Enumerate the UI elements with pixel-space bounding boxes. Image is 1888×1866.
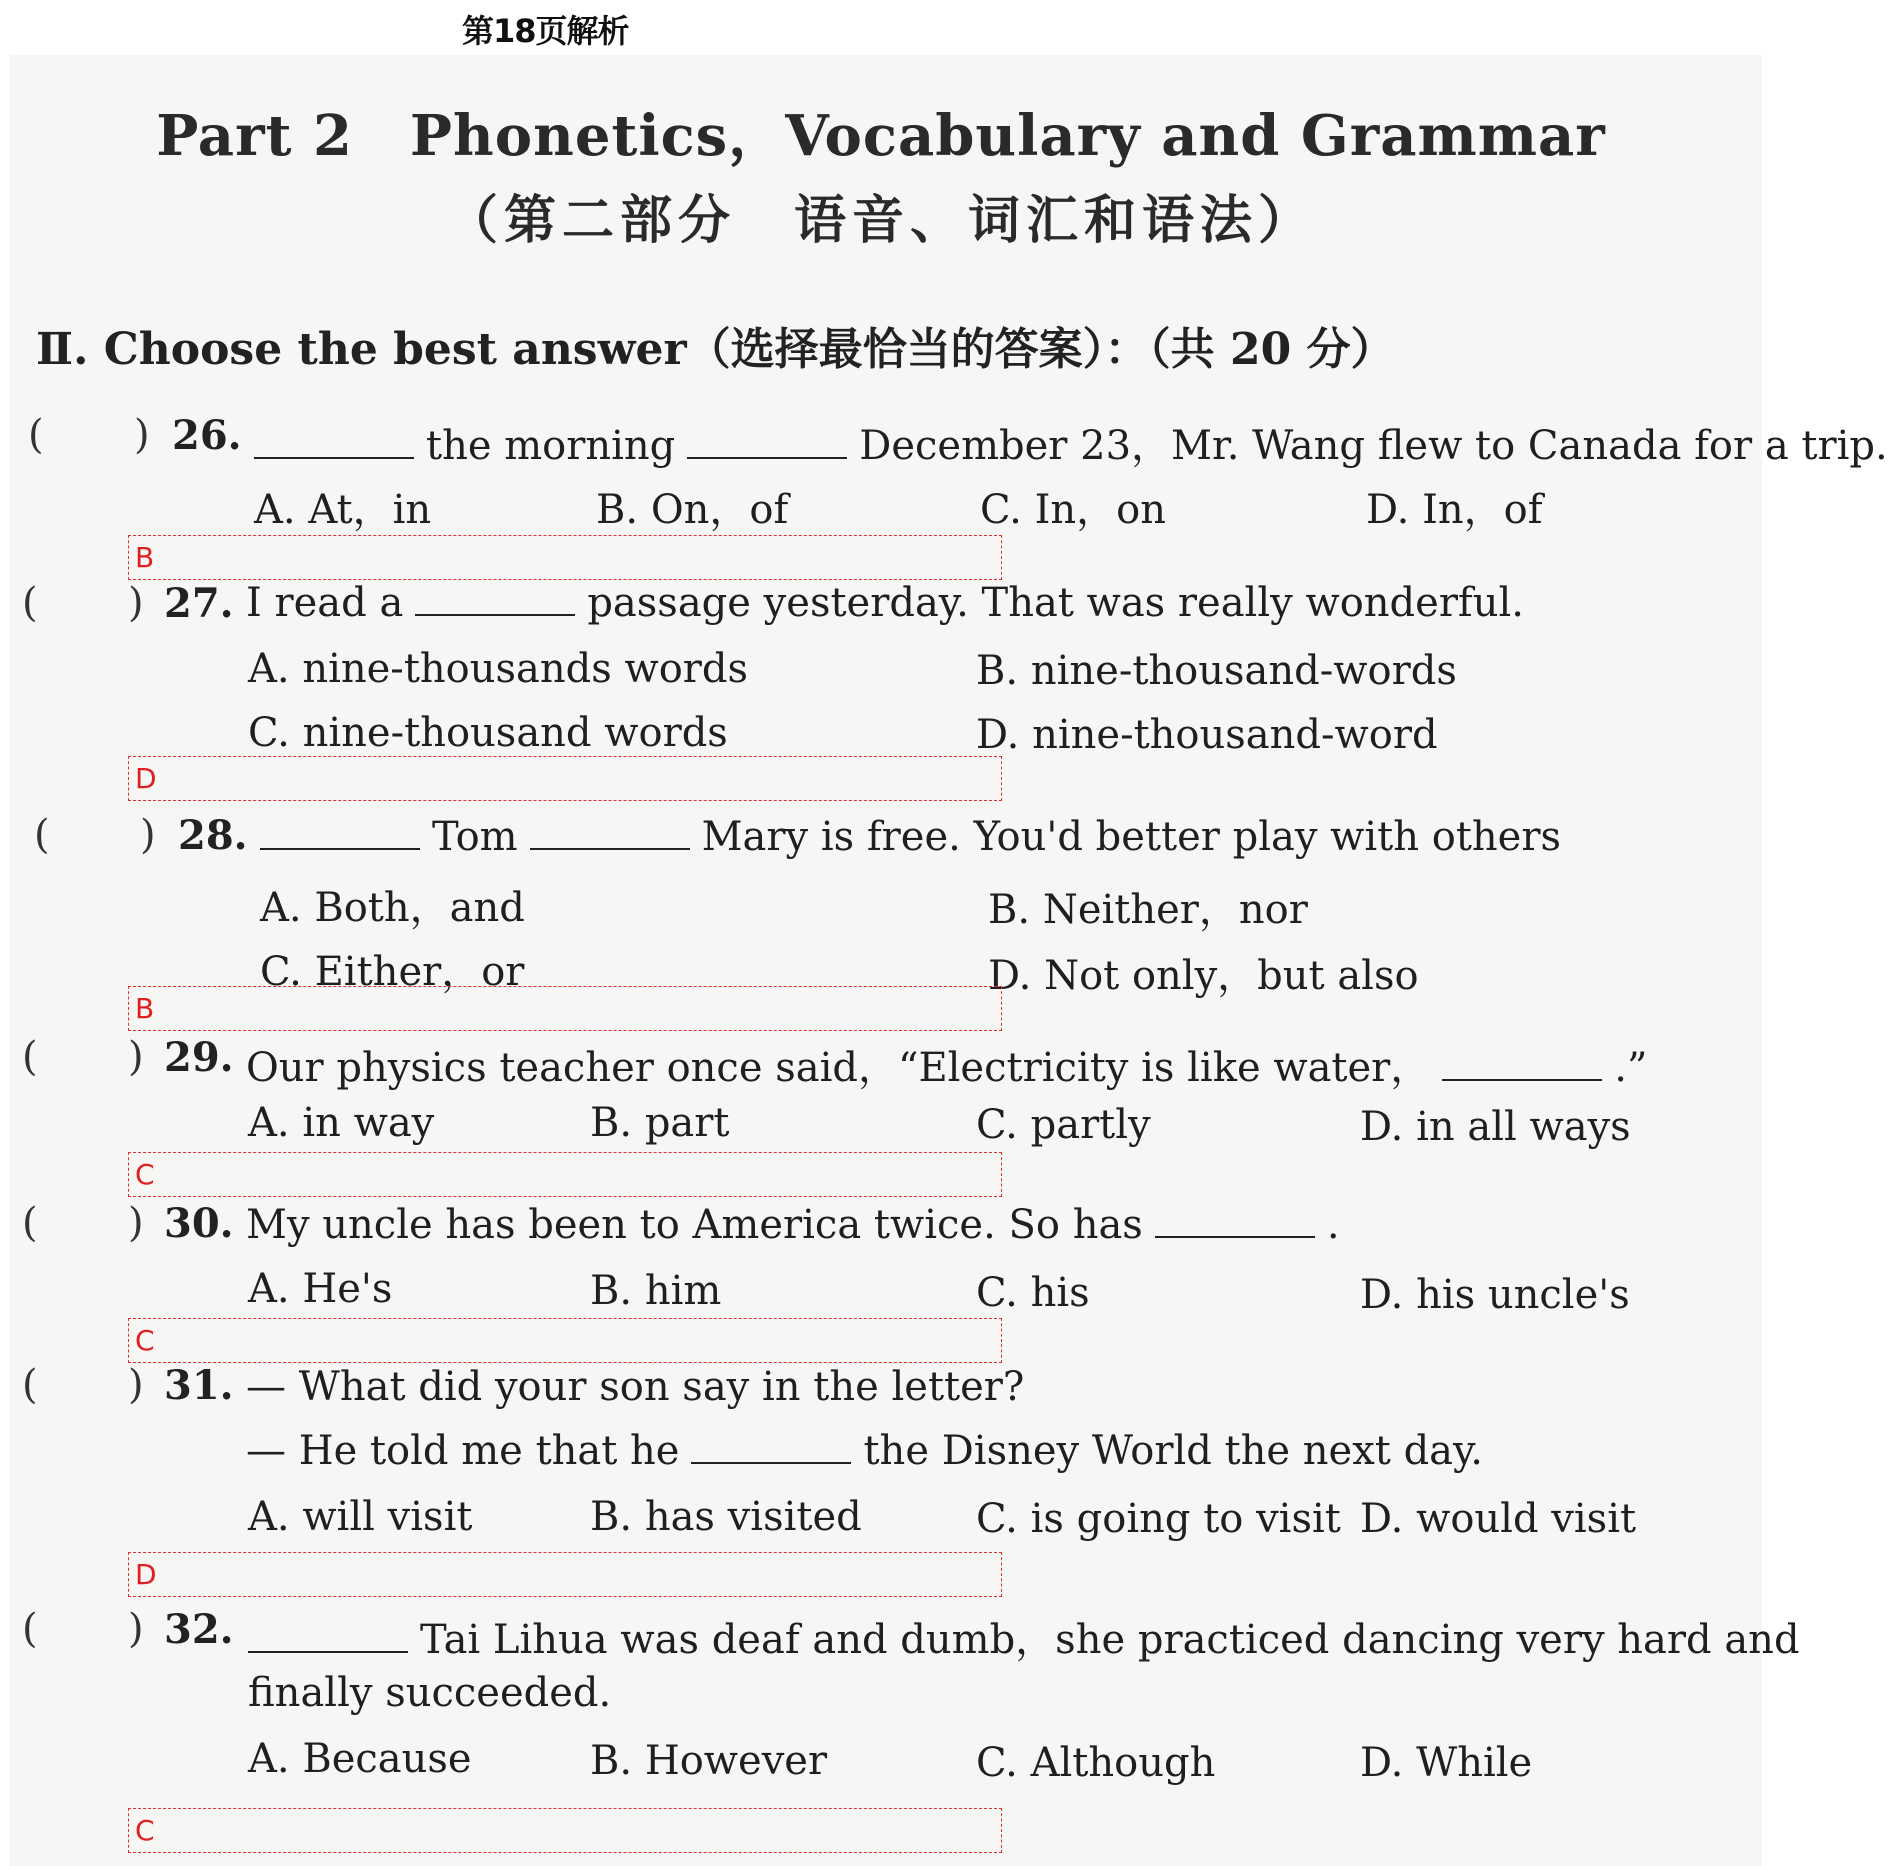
question-stem: Tom Mary is free. You'd better play with others: [248, 814, 1561, 860]
answer-paren: (: [22, 1362, 38, 1408]
option-d: D. nine-thousand-word: [976, 712, 1438, 758]
option-b: B. On，of: [596, 487, 789, 533]
answer-paren-close: ): [140, 812, 156, 858]
blank: [254, 423, 414, 459]
option-d: D. would visit: [1360, 1496, 1637, 1542]
section-heading: Ⅱ. Choose the best answer（选择最恰当的答案）：（共 20 分）: [36, 324, 1395, 375]
blank: [1155, 1202, 1315, 1238]
option-d: D. While: [1360, 1740, 1533, 1786]
answer-paren: (: [28, 412, 44, 458]
question-number: 31.: [164, 1362, 234, 1409]
answer-paren-close: ): [128, 580, 144, 626]
option-a: A. will visit: [248, 1494, 473, 1540]
question-stem: I read a passage yesterday. That was really wonderful.: [246, 580, 1525, 626]
answer-paren-close: ): [128, 1034, 144, 1080]
option-a: A. Because: [248, 1736, 472, 1782]
answer-box: C: [128, 1318, 1002, 1363]
part-subtitle: （第二部分 语音、词汇和语法）: [445, 191, 1316, 251]
answer-paren: (: [22, 1200, 38, 1246]
option-a: A. nine-thousands words: [248, 646, 749, 692]
answer-paren: (: [22, 1606, 38, 1652]
blank: [530, 814, 690, 850]
blank: [248, 1617, 408, 1653]
option-c: C. his: [976, 1270, 1090, 1316]
answer-box: D: [128, 1552, 1002, 1597]
answer-paren: (: [34, 812, 50, 858]
answer-box: B: [128, 986, 1002, 1031]
option-a: A. At，in: [254, 487, 432, 533]
blank: [687, 423, 847, 459]
option-d: D. in all ways: [1360, 1104, 1631, 1150]
option-a: A. Both，and: [260, 885, 525, 931]
option-b: B. nine-thousand-words: [976, 648, 1457, 694]
option-c: C. is going to visit: [976, 1496, 1341, 1542]
question-stem: Tai Lihua was deaf and dumb，she practiced dancing very hard and: [236, 1608, 1800, 1665]
blank: [1442, 1045, 1602, 1081]
blank: [415, 580, 575, 616]
answer-paren: (: [22, 580, 38, 626]
question-number: 27.: [164, 580, 234, 627]
option-b: B. has visited: [590, 1494, 862, 1540]
question-number: 28.: [178, 812, 248, 859]
question-number: 30.: [164, 1200, 234, 1247]
question-number: 29.: [164, 1034, 234, 1081]
answer-paren: (: [22, 1034, 38, 1080]
option-b: B. him: [590, 1268, 722, 1314]
option-d: D. Not only，but also: [988, 953, 1419, 999]
blank: [691, 1428, 851, 1464]
option-c: C. partly: [976, 1102, 1151, 1148]
question-number: 32.: [164, 1606, 234, 1653]
option-d: D. In，of: [1366, 487, 1543, 533]
option-b: B. part: [590, 1100, 730, 1146]
question-number: 26.: [172, 412, 242, 459]
option-c: C. nine-thousand words: [248, 710, 728, 756]
answer-paren-close: ): [134, 412, 150, 458]
answer-box: B: [128, 535, 1002, 580]
option-c: C. In，on: [980, 487, 1167, 533]
option-c: C. Either，or: [260, 949, 525, 995]
question-stem: the morning December 23，Mr. Wang flew to Canada for a trip.: [242, 414, 1888, 471]
question-stem: Our physics teacher once said，“Electricity is like water， .”: [246, 1045, 1648, 1091]
answer-box: C: [128, 1152, 1002, 1197]
option-c: C. Although: [976, 1740, 1216, 1786]
option-b: B. However: [590, 1738, 828, 1784]
question-stem: — What did your son say in the letter?: [246, 1364, 1025, 1410]
answer-box: C: [128, 1808, 1002, 1853]
part-title: Part 2 Phonetics，Vocabulary and Grammar: [156, 103, 1606, 169]
question-stem-reply: — He told me that he the Disney World the next day.: [246, 1428, 1484, 1474]
option-a: A. He's: [248, 1266, 393, 1312]
option-a: A. in way: [248, 1100, 435, 1146]
answer-paren-close: ): [128, 1606, 144, 1652]
question-stem-cont: finally succeeded.: [248, 1670, 612, 1716]
answer-paren-close: ): [128, 1362, 144, 1408]
blank: [260, 814, 420, 850]
answer-box: D: [128, 756, 1002, 801]
option-b: B. Neither，nor: [988, 887, 1308, 933]
question-stem: My uncle has been to America twice. So has .: [246, 1202, 1340, 1248]
page-label: 第18页解析: [462, 12, 629, 50]
option-d: D. his uncle's: [1360, 1272, 1630, 1318]
answer-paren-close: ): [128, 1200, 144, 1246]
